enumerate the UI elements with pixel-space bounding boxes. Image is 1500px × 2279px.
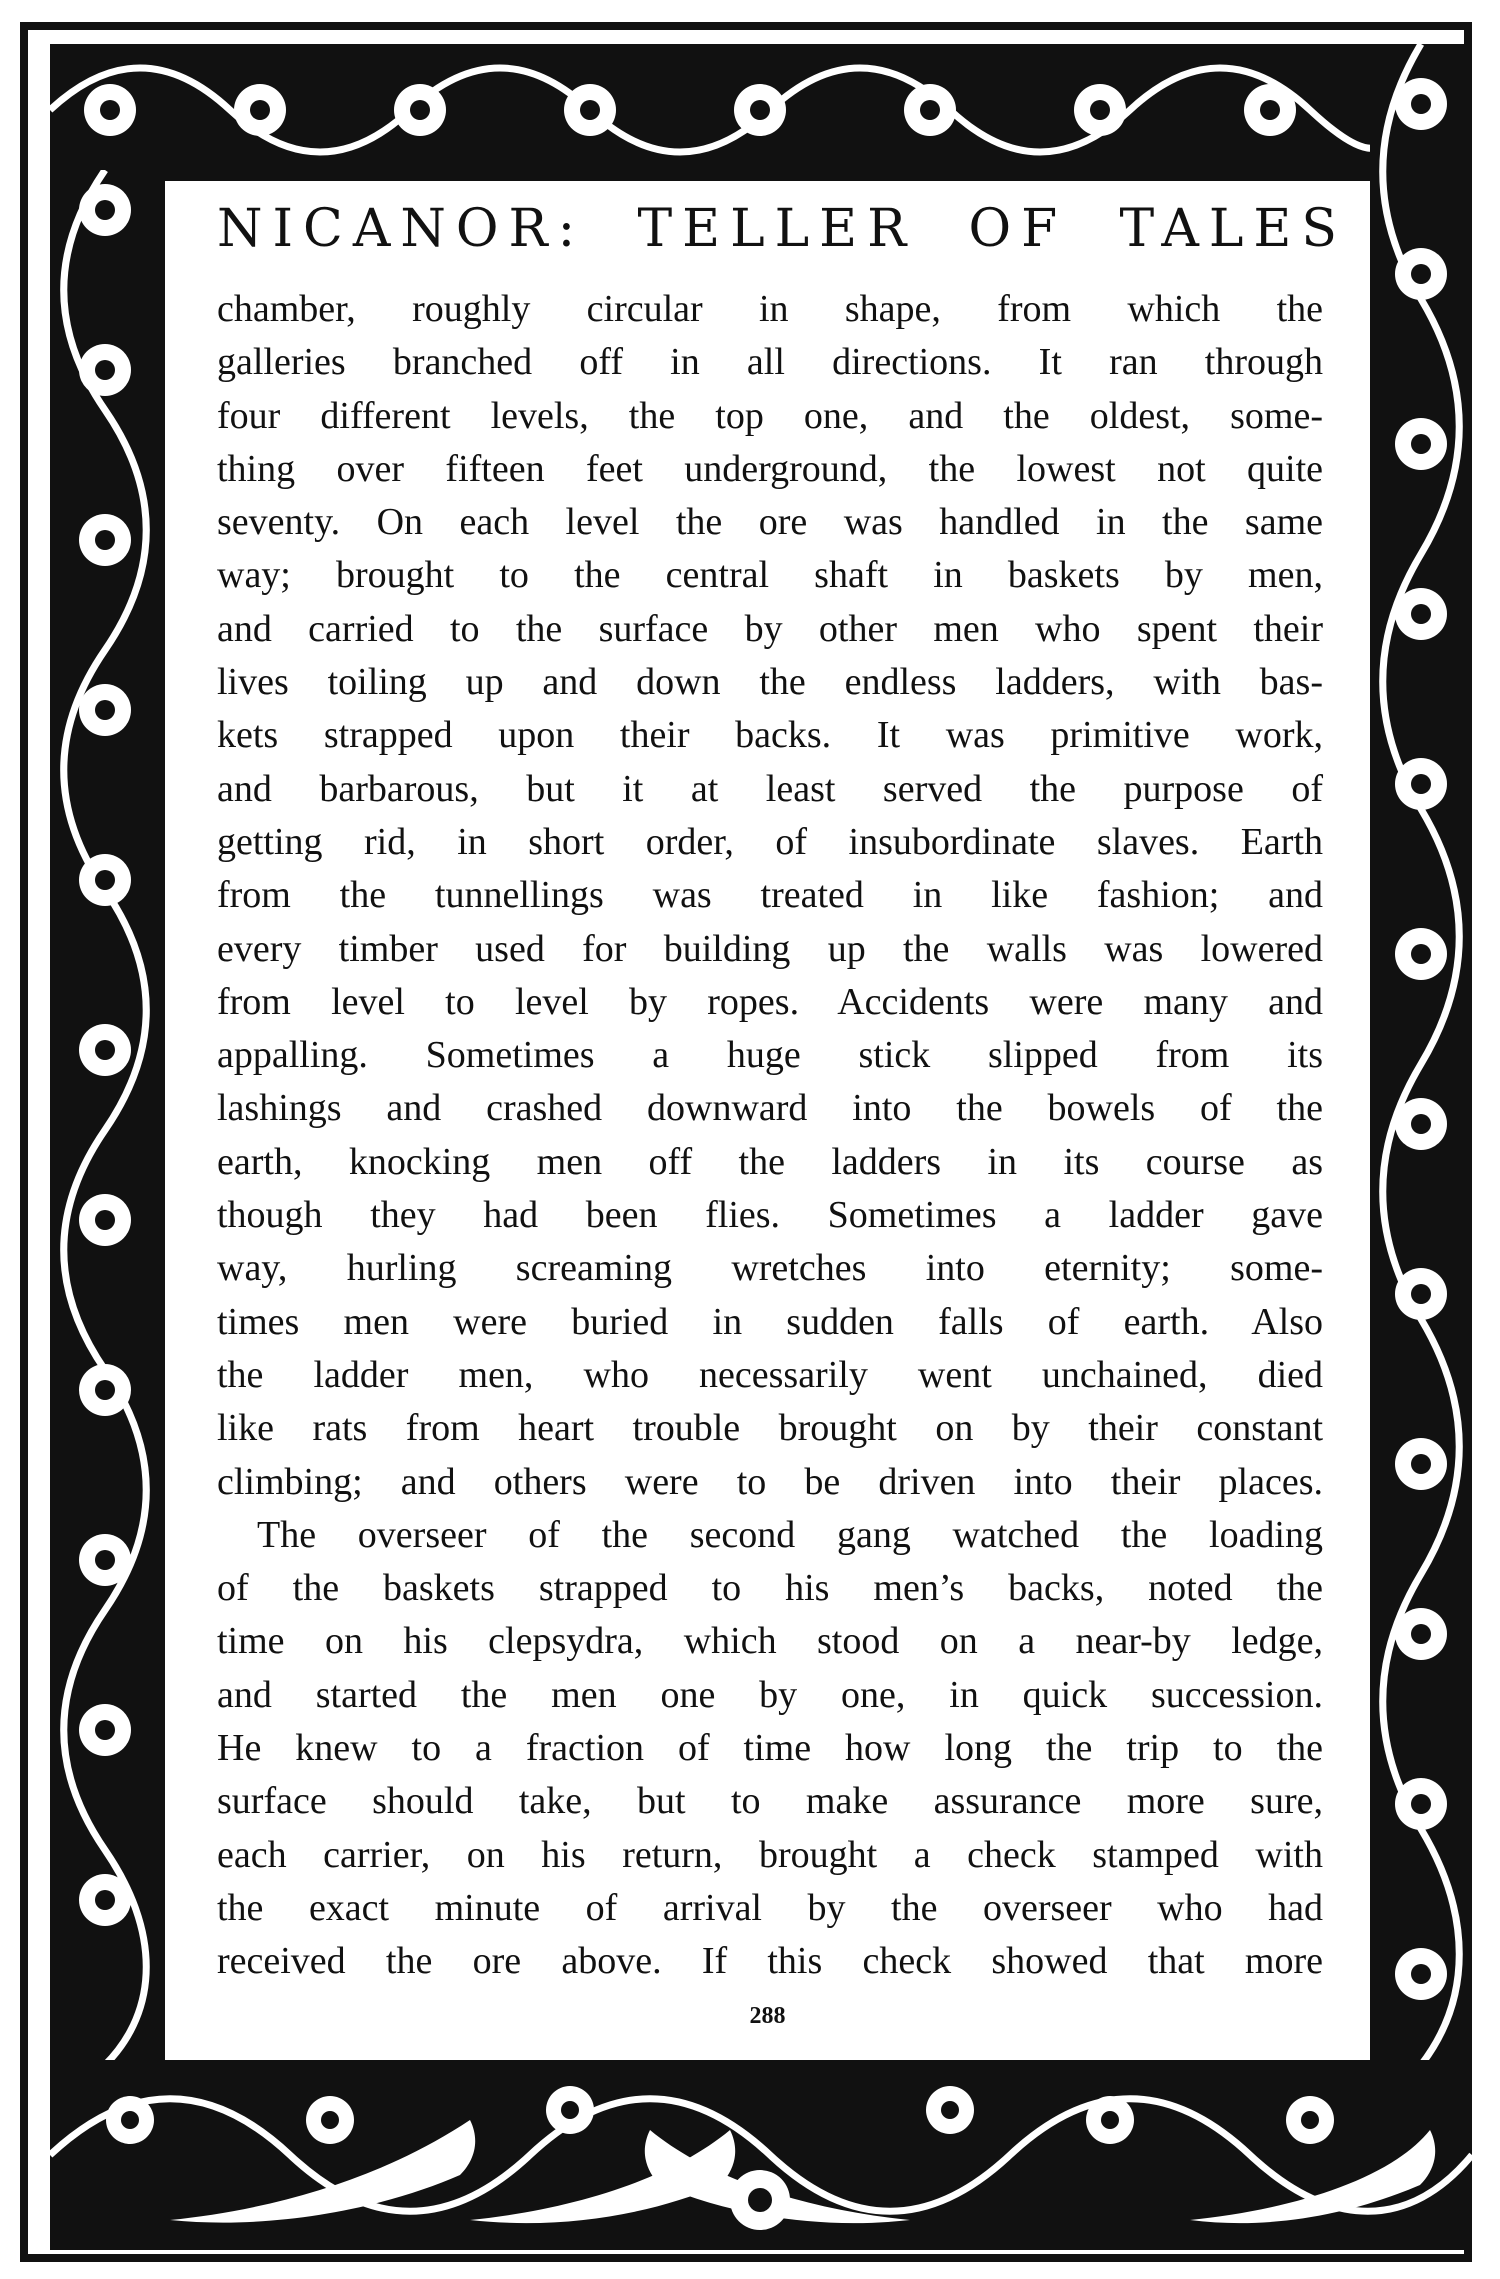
right-floral-border — [1370, 44, 1472, 2065]
text-line: the ladder men, who necessarily went unchained, died — [217, 1353, 1323, 1396]
text-line: each carrier, on his return, brought a check stamped with — [217, 1833, 1323, 1876]
text-line: like rats from heart trouble brought on by their constant — [217, 1407, 1323, 1450]
text-line: way; brought to the central shaft in baskets by men, — [217, 554, 1323, 597]
paragraph-start-line: The overseer of the second gang watched the loading — [257, 1513, 1323, 1556]
page-number: 288 — [749, 2003, 786, 2029]
text-line: way, hurling screaming wretches into eternity; some- — [217, 1247, 1323, 1290]
text-line: lives toiling up and down the endless ladders, with bas- — [217, 661, 1323, 704]
text-line: and barbarous, but it at least served the purpose of — [217, 767, 1323, 810]
text-line: of the baskets strapped to his men’s backs, noted the — [217, 1567, 1323, 1610]
text-line: chamber, roughly circular in shape, from which the — [217, 288, 1323, 330]
text-line: earth, knocking men off the ladders in its course as — [217, 1140, 1323, 1183]
text-line: kets strapped upon their backs. It was primitive work, — [217, 714, 1323, 757]
text-line: getting rid, in short order, of insubordinate slaves. Earth — [217, 820, 1323, 863]
text-line: the exact minute of arrival by the overseer who had — [217, 1886, 1323, 1929]
text-line: He knew to a fraction of time how long the trip to the — [217, 1727, 1323, 1770]
text-line: thing over fifteen feet underground, the lowest not quite — [217, 447, 1323, 490]
text-line: surface should take, but to make assurance more sure, — [217, 1780, 1323, 1823]
text-line: and started the men one by one, in quick succession. — [217, 1673, 1323, 1716]
text-line: from level to level by ropes. Accidents were many and — [217, 980, 1323, 1023]
text-line: from the tunnellings was treated in like fashion; and — [217, 874, 1323, 917]
text-line: seventy. On each level the ore was handled in the same — [217, 501, 1323, 544]
left-floral-border — [50, 170, 160, 2065]
text-line: times men were buried in sudden falls of earth. Also — [217, 1300, 1323, 1343]
text-line: though they had been flies. Sometimes a ladder gave — [217, 1194, 1323, 1237]
top-floral-border — [50, 44, 1380, 176]
text-line: lashings and crashed downward into the bowels of the — [217, 1087, 1323, 1130]
text-line: received the ore above. If this check showed that more — [217, 1940, 1323, 1983]
body-text — [217, 283, 1323, 1989]
text-line: climbing; and others were to be driven into their places. — [217, 1460, 1323, 1503]
running-head: NICANOR: TELLER OF TALES — [217, 199, 1347, 259]
text-line: every timber used for building up the walls was lowered — [217, 927, 1323, 970]
text-line: and carried to the surface by other men who spent their — [217, 607, 1323, 650]
text-panel — [160, 176, 1370, 2060]
text-line: time on his clepsydra, which stood on a near-by ledge, — [217, 1620, 1323, 1663]
bottom-peacock-border — [50, 2060, 1472, 2250]
text-line: galleries branched off in all directions. It ran through — [217, 341, 1323, 384]
text-line: appalling. Sometimes a huge stick slipped from its — [217, 1034, 1323, 1077]
text-line: four different levels, the top one, and the oldest, some- — [217, 394, 1323, 437]
